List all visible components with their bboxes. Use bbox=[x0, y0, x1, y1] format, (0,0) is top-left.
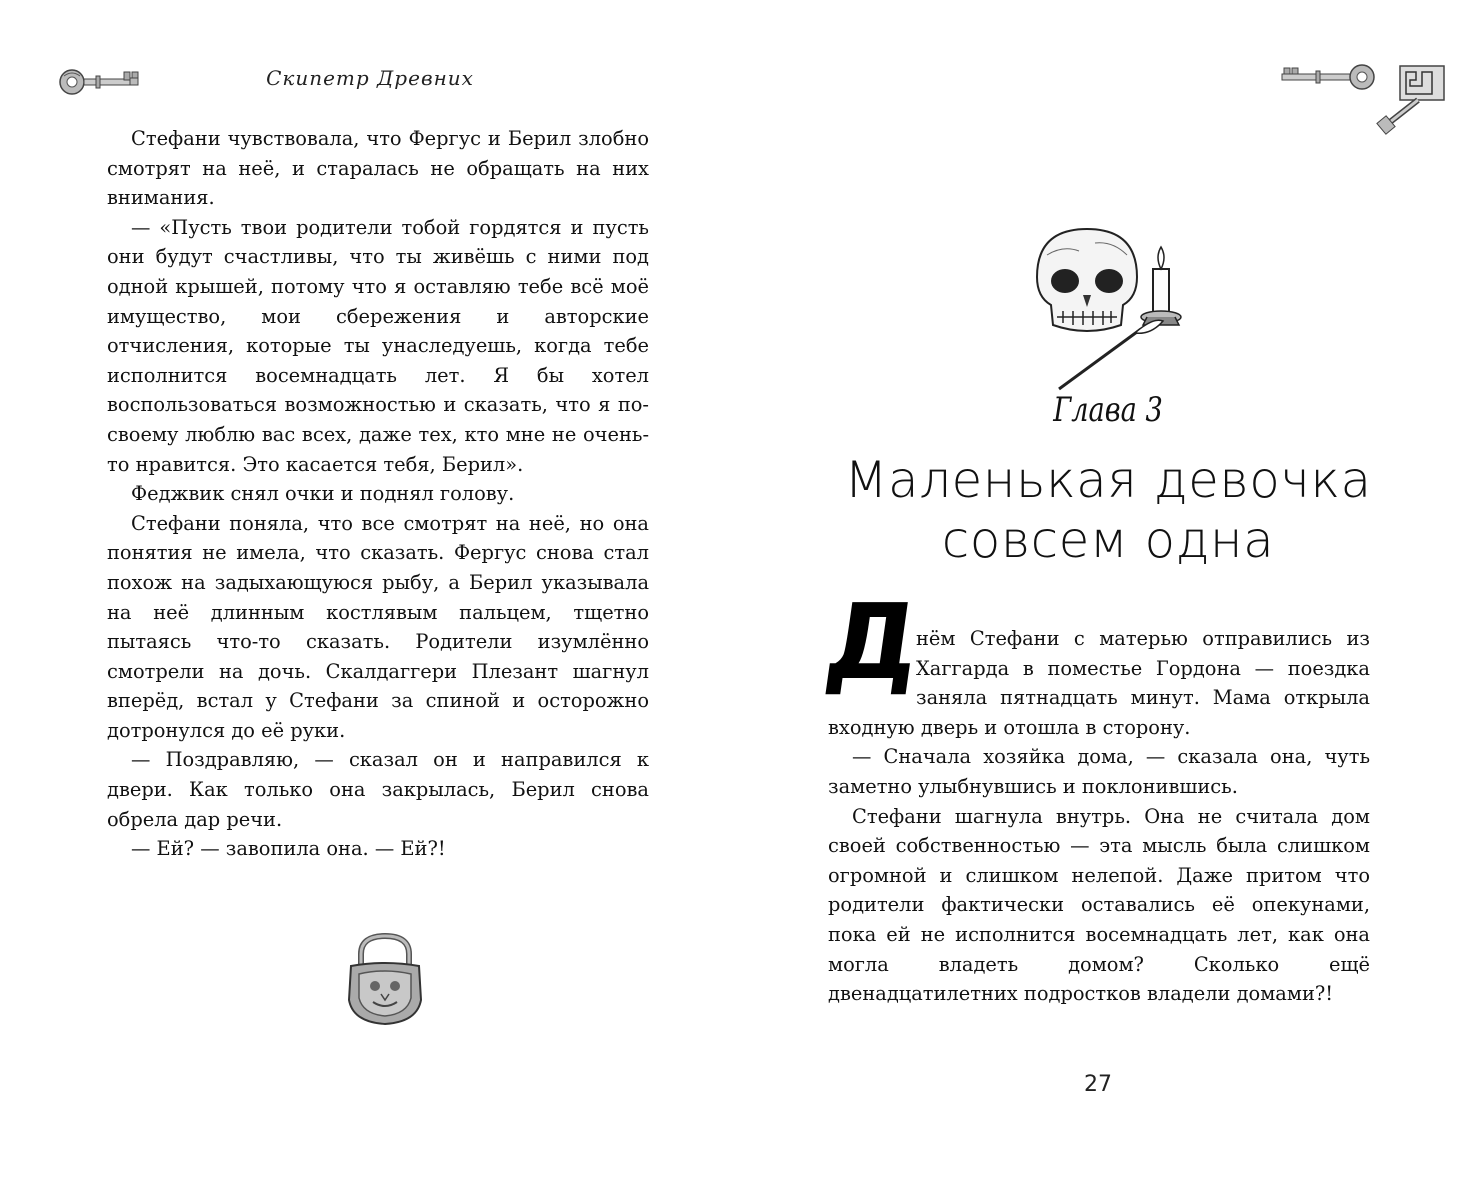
paragraph: Стефани шагнула внутрь. Она не считала дом своей собственностью — эта мысль была слишком огромной и слишком нелепой. Даже притом что родители фактически оставались её опекунами, пока ей не исполнится восемнадцать лет, как она могла владеть домом? Сколько ещё двенадцатилетних подростков владели домами?! bbox=[828, 804, 1370, 1006]
paragraph: Стефани поняла, что все смотрят на неё, но она понятия не имела, что сказать. Фергус снова стал похож на задыхающуюся рыбу, а Берил указывала на неё длинным костлявым пальцем, тщетно пытаясь что-то сказать. Родители изумлённо смотрели на дочь. Скалдаггери Плезант шагнул вперёд, встал у Стефани за спиной и осторожно дотронулся до её руки. bbox=[107, 511, 649, 742]
first-paragraph bbox=[817, 581, 1370, 742]
right-page bbox=[738, 0, 1477, 1182]
paragraph: — Сначала хозяйка дома, — сказала она, чуть заметно улыбнувшись и поклонившись. bbox=[828, 745, 1370, 798]
chapter-title-line: Маленькая девочка bbox=[844, 451, 1372, 509]
left-body-text bbox=[107, 124, 649, 864]
padlock-icon bbox=[345, 930, 425, 1026]
right-body-text bbox=[817, 581, 1370, 1009]
skull-candle-illustration bbox=[1023, 225, 1203, 405]
chapter-title-line: совсем одна bbox=[941, 511, 1275, 569]
key-icon bbox=[1278, 56, 1448, 140]
paragraph: — «Пусть твои родители тобой гордятся и пусть они будут счастливы, что ты живёшь с ними под одной крышей, потому что я оставляю тебе всё моё имущество, мои сбережения и авторские отчисления, которые ты унаследуешь, когда тебе исполнится восемнадцать лет. Я бы хотел воспользоваться возможностью и сказать, что я по-своему люблю вас всех, даже тех, кто мне не очень-то нравится. Это касается тебя, Берил». bbox=[107, 215, 649, 476]
page-number: 27 bbox=[1084, 1072, 1112, 1097]
drop-cap: Д bbox=[817, 581, 928, 703]
left-page bbox=[0, 0, 738, 1182]
chapter-label: Глава 3 bbox=[1053, 390, 1163, 430]
paragraph: Стефани чувствовала, что Фергус и Берил злобно смотрят на неё, и старалась не обращать на них внимания. bbox=[107, 127, 649, 210]
paragraph: Феджвик снял очки и поднял голову. bbox=[131, 482, 515, 506]
paragraph-text: нём Стефани с матерью отправились из Хаггарда в поместье Гордона — поездка заняла пятнадцать минут. Мама открыла входную дверь и отошла в сторону. bbox=[828, 627, 1370, 739]
paragraph: — Поздравляю, — сказал он и направился к двери. Как только она закрылась, Берил снова обрела дар речи. bbox=[107, 748, 649, 831]
paragraph: — Ей? — завопила она. — Ей?! bbox=[131, 837, 446, 861]
key-icon bbox=[56, 62, 146, 102]
running-head: Скипетр Древних bbox=[266, 66, 474, 90]
chapter-title bbox=[818, 450, 1398, 570]
